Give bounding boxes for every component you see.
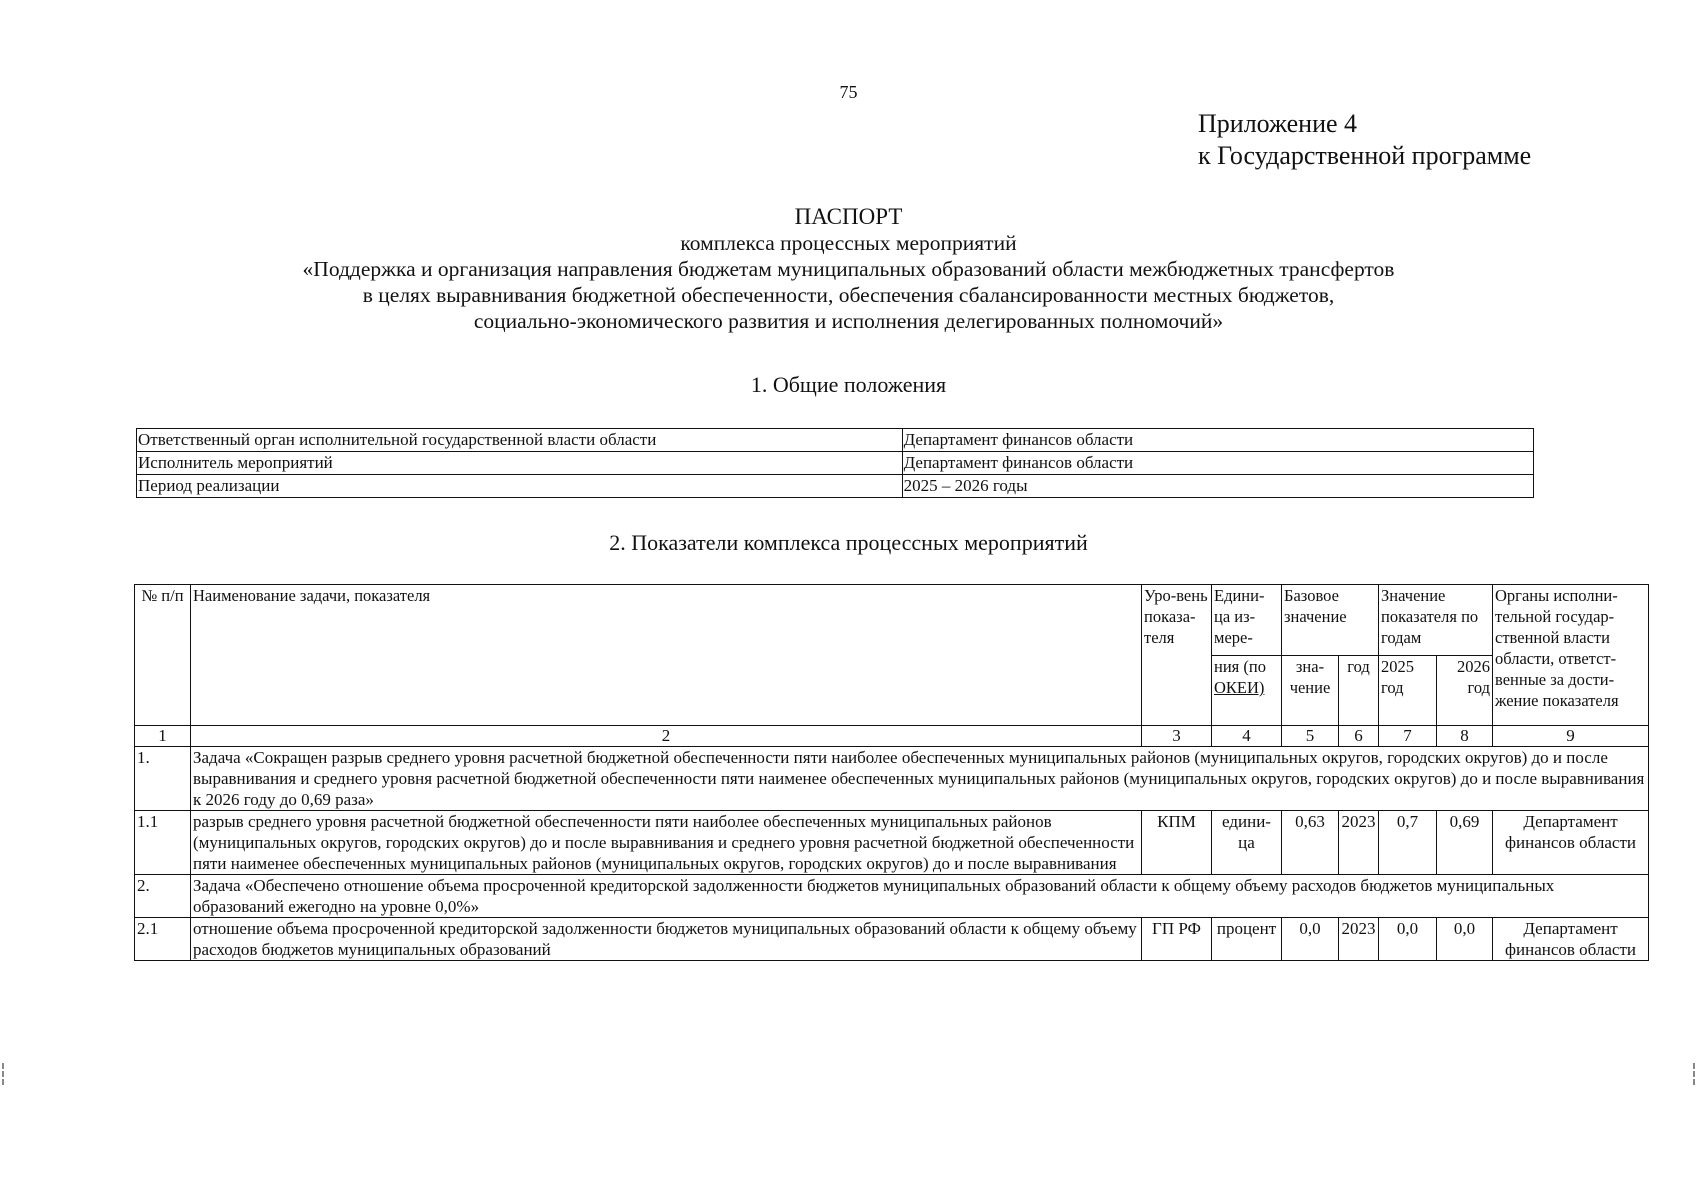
appendix-note xyxy=(1198,108,1531,172)
general-label: Период реализации xyxy=(137,475,903,498)
appendix-line-2: к Государственной программе xyxy=(1198,141,1532,170)
indicator-1-organ: Департамент финансов области xyxy=(1493,811,1649,875)
general-label: Ответственный орган исполнительной государственной власти области xyxy=(137,429,903,452)
column-number: 1 xyxy=(135,726,191,747)
indicators-table xyxy=(134,584,1649,961)
header-unit-okei: ОКЕИ) xyxy=(1214,678,1265,697)
indicator-2-base-year: 2023 xyxy=(1339,918,1379,961)
scan-edge-mark xyxy=(2,1063,6,1085)
document-title xyxy=(0,204,1697,334)
header-level: Уро-вень показа-теля xyxy=(1142,585,1212,726)
header-unit-top: Едини-ца из-мере- xyxy=(1212,585,1282,656)
header-base: Базовое значение xyxy=(1282,585,1379,656)
table-row xyxy=(135,875,1649,918)
title-line-1: комплекса процессных мероприятий xyxy=(680,231,1017,255)
header-unit-line: ния (по xyxy=(1214,657,1266,676)
indicator-2-2026: 0,0 xyxy=(1437,918,1493,961)
indicator-1-base-year: 2023 xyxy=(1339,811,1379,875)
indicator-2-unit: процент xyxy=(1212,918,1282,961)
indicator-2-organ: Департамент финансов области xyxy=(1493,918,1649,961)
header-2026: 2026 год xyxy=(1437,656,1493,726)
column-number: 6 xyxy=(1339,726,1379,747)
header-2025: 2025 год xyxy=(1379,656,1437,726)
column-number: 8 xyxy=(1437,726,1493,747)
column-number: 3 xyxy=(1142,726,1212,747)
header-num: № п/п xyxy=(135,585,191,726)
scan-edge-mark xyxy=(1693,1063,1697,1085)
task-1-text: Задача «Сокращен разрыв среднего уровня расчетной бюджетной обеспеченности пяти наиболее обеспеченных муниципальных районов (муниципальных округов, городских округов) до и после выравнивания и среднего уровня расчетной бюджетной обеспеченности пяти наименее обеспеченных муниципальных районов (муниципальных округов, городских округов) до и после выравнивания к 2026 году до 0,69 раза» xyxy=(191,747,1649,811)
table-row xyxy=(135,811,1649,875)
general-label: Исполнитель мероприятий xyxy=(137,452,903,475)
section-1-title: 1. Общие положения xyxy=(750,372,947,397)
header-organs: Органы исполни-тельной государ-ственной власти области, ответст-венные за дости-жение показателя xyxy=(1493,585,1649,726)
header-base-year: год xyxy=(1339,656,1379,726)
column-number: 9 xyxy=(1493,726,1649,747)
indicator-1-unit: едини-ца xyxy=(1212,811,1282,875)
indicator-1-level: КПМ xyxy=(1142,811,1212,875)
indicator-2-2025: 0,0 xyxy=(1379,918,1437,961)
indicator-2-name: отношение объема просроченной кредиторской задолженности бюджетов муниципальных образований области к общему объему расходов бюджетов муниципальных образований xyxy=(191,918,1142,961)
column-number: 7 xyxy=(1379,726,1437,747)
indicator-1-base-value: 0,63 xyxy=(1282,811,1339,875)
header-target: Значение показателя по годам xyxy=(1379,585,1493,656)
header-base-value: зна-чение xyxy=(1282,656,1339,726)
table-row xyxy=(137,452,1534,475)
indicator-1-num: 1.1 xyxy=(135,811,191,875)
general-value: Департамент финансов области xyxy=(902,429,1533,452)
column-number: 5 xyxy=(1282,726,1339,747)
title-passport: ПАСПОРТ xyxy=(794,204,903,229)
header-name: Наименование задачи, показателя xyxy=(191,585,1142,726)
indicator-1-name: разрыв среднего уровня расчетной бюджетной обеспеченности пяти наиболее обеспеченных муниципальных районов (муниципальных округов, городских округов) до и после выравнивания и среднего уровня расчетной бюджетной обеспеченности пяти наименее обеспеченных муниципальных районов (муниципальных округов, городских округов) до и после выравнивания xyxy=(191,811,1142,875)
title-line-4: социально-экономического развития и исполнения делегированных полномочий» xyxy=(473,309,1224,333)
header-unit-bottom xyxy=(1212,656,1282,726)
general-value: Департамент финансов области xyxy=(902,452,1533,475)
section-2-title: 2. Показатели комплекса процессных мероприятий xyxy=(609,530,1088,555)
indicator-2-num: 2.1 xyxy=(135,918,191,961)
column-number: 4 xyxy=(1212,726,1282,747)
general-provisions-table xyxy=(136,428,1534,498)
table-row xyxy=(137,429,1534,452)
appendix-line-1: Приложение 4 xyxy=(1198,109,1358,138)
task-2-text: Задача «Обеспечено отношение объема просроченной кредиторской задолженности бюджетов муниципальных образований области к общему объему расходов бюджетов муниципальных образований ежегодно на уровне 0,0%» xyxy=(191,875,1649,918)
page-number: 75 xyxy=(839,82,858,102)
indicator-1-2025: 0,7 xyxy=(1379,811,1437,875)
indicator-1-2026: 0,69 xyxy=(1437,811,1493,875)
task-2-num: 2. xyxy=(135,875,191,918)
title-line-3: в целях выравнивания бюджетной обеспеченности, обеспечения сбалансированности местных бюджетов, xyxy=(362,283,1335,307)
column-number: 2 xyxy=(191,726,1142,747)
table-row xyxy=(135,918,1649,961)
general-value: 2025 – 2026 годы xyxy=(902,475,1533,498)
table-row xyxy=(135,747,1649,811)
indicator-2-level: ГП РФ xyxy=(1142,918,1212,961)
indicator-2-base-value: 0,0 xyxy=(1282,918,1339,961)
task-1-num: 1. xyxy=(135,747,191,811)
table-row xyxy=(137,475,1534,498)
table-header-row xyxy=(135,585,1649,656)
title-line-2: «Поддержка и организация направления бюджетам муниципальных образований области межбюджетных трансфертов xyxy=(302,257,1395,281)
column-numbers-row xyxy=(135,726,1649,747)
